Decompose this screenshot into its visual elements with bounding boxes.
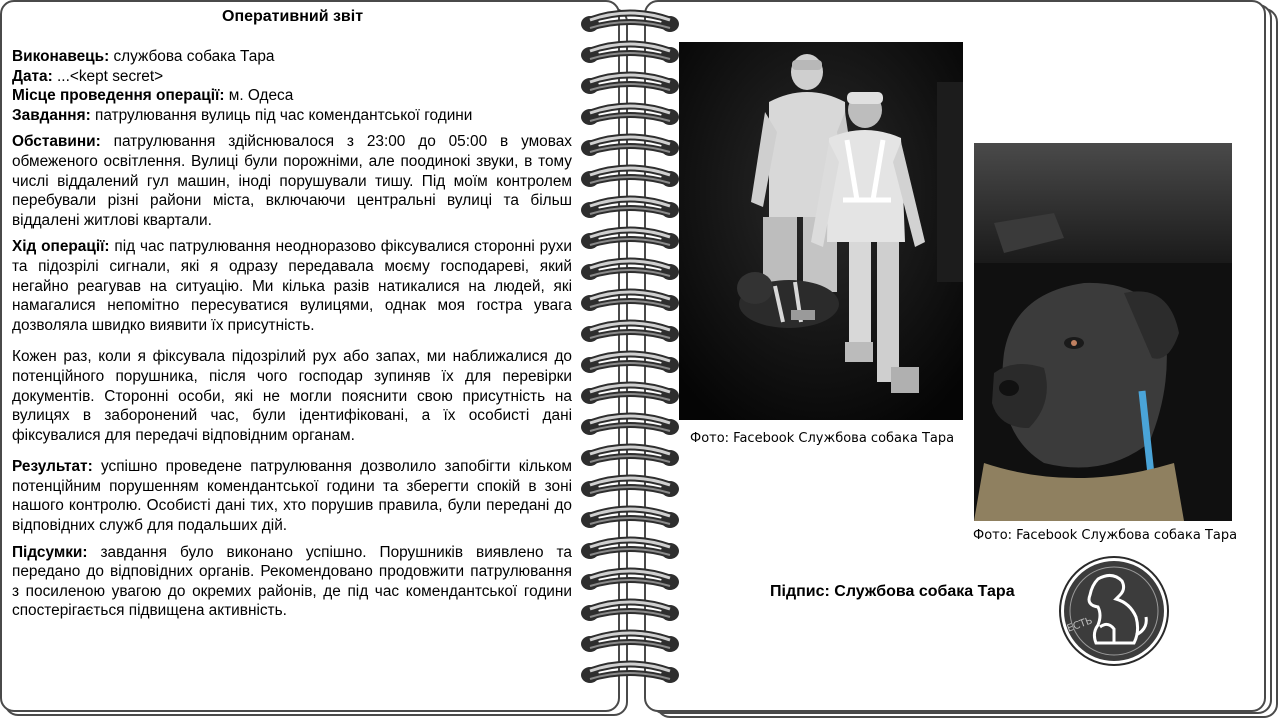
seal-text: ЕСТЬ — [1065, 615, 1095, 635]
task-line — [12, 106, 572, 126]
spiral-ring — [576, 566, 684, 594]
spiral-ring — [576, 659, 684, 687]
summary-text: завдання було виконано успішно. Порушників виявлено та передано до відповідних органів. Рекомендовано продовжити патрулювання з посиленою увагою до окремих районів, де під час комендантської години спостерігається підвищена активність. — [12, 543, 572, 620]
spiral-ring — [576, 70, 684, 98]
performer-label: Виконавець: — [12, 48, 110, 65]
spiral-ring — [576, 256, 684, 284]
circumstances-text: патрулювання здійснювалося з 23:00 до 05:00 в умовах обмеженого освітлення. Вулиці були порожніми, але поодинокі звуки, в тому числі віддалений гул машин, іноді порушували тишу. Під моїм контролем перебували різні райони міста, включаючи центральні вулиці та більш віддалені житлові квартали. — [12, 133, 572, 229]
spiral-ring — [576, 101, 684, 129]
spiral-ring — [576, 442, 684, 470]
spiral-ring — [576, 225, 684, 253]
circumstances-label: Обставини: — [12, 133, 101, 151]
result-text: успішно проведене патрулювання дозволило запобігти кільком потенційним порушенням комендантської години та зберегти спокій в зоні нашого контролю. Особисті дані тих, хто порушив правила, були передані до відповідних служб для подальших дій. — [12, 458, 572, 535]
spiral-ring — [576, 597, 684, 625]
performer-value: службова собака Тара — [109, 48, 275, 65]
task-value: патрулювання вулиць під час комендантської години — [90, 106, 473, 124]
seal-graphic — [1056, 555, 1172, 667]
place-line — [12, 86, 572, 106]
spiral-ring — [576, 39, 684, 67]
spiral-ring — [576, 504, 684, 532]
spiral-ring — [576, 535, 684, 563]
date-line — [12, 67, 572, 87]
date-label: Дата: — [12, 67, 53, 85]
report-title: Оперативний звіт — [222, 8, 364, 25]
date-value: ...<kept secret> — [52, 67, 164, 85]
dog-in-car-illustration — [974, 143, 1232, 521]
photo-1-caption: Фото: Facebook Службова собака Тара — [690, 431, 955, 446]
place-label: Місце проведення операції: — [12, 87, 225, 105]
result-label: Результат: — [12, 458, 93, 476]
spiral-ring — [576, 132, 684, 160]
course-text: під час патрулювання неодноразово фіксувалися сторонні рухи та підозрілі сигнали, які я одразу передавала моєму господареві, який негайно реагував на ситуацію. Ми кілька разів натикалися на людей, які намагалися непомітно пересуватися вулицями, однак моя гостра увага дозволяла швидко виявити їх присутність. — [12, 238, 573, 334]
spiral-ring — [576, 8, 684, 36]
result-paragraph — [12, 457, 572, 535]
spiral-ring — [576, 163, 684, 191]
summary-label: Підсумки: — [12, 543, 88, 561]
dog-in-car-photo — [974, 143, 1232, 521]
spiral-ring — [576, 380, 684, 408]
task-label: Завдання: — [12, 106, 91, 124]
handlers-with-dog-photo — [679, 42, 963, 420]
dog-seal-icon — [1056, 555, 1172, 667]
report-body — [12, 47, 572, 621]
performer-line — [12, 47, 572, 67]
spiral-ring — [576, 628, 684, 656]
left-page — [0, 0, 620, 712]
course-label: Хід операції: — [12, 238, 110, 256]
spiral-binding — [576, 0, 686, 720]
place-value: м. Одеса — [224, 87, 294, 105]
summary-paragraph — [12, 543, 572, 621]
spiral-ring — [576, 473, 684, 501]
signature-line: Підпис: Службова собака Тара — [770, 583, 1015, 600]
course-paragraph — [12, 237, 572, 335]
spiral-ring — [576, 287, 684, 315]
circumstances-paragraph — [12, 132, 572, 230]
spiral-ring — [576, 194, 684, 222]
spiral-ring — [576, 349, 684, 377]
spiral-ring — [576, 411, 684, 439]
spiral-ring — [576, 318, 684, 346]
course-paragraph-2: Кожен раз, коли я фіксувала підозрілий рух або запах, ми наближалися до потенційного порушника, після чого господар зупиняв їх для перевірки документів. Сторонні особи, які не могли пояснити свою присутність на вулицях в заборонений час, були ідентифіковані, а їх особисті дані фіксувалися для передачі відповідним органам. — [12, 348, 572, 444]
handlers-night-illustration — [679, 42, 963, 420]
photo-2-caption: Фото: Facebook Службова собака Тара — [973, 528, 1238, 543]
